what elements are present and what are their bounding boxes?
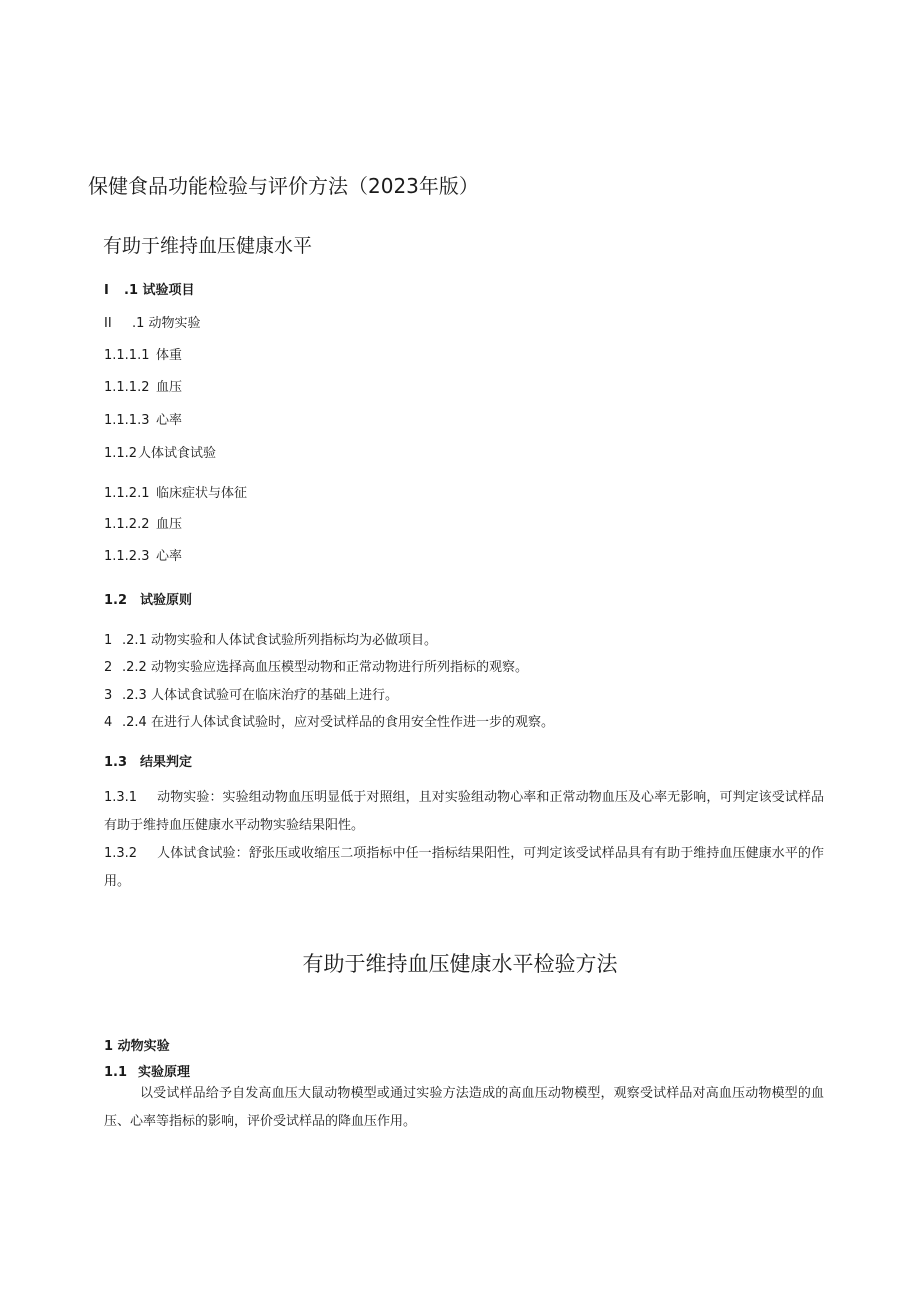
judgement-heading: 1.3 结果判定 [104,755,193,770]
list-item: 1 .2.1 动物实验和人体试食试验所列指标均为必做项目。 [104,633,437,648]
list-item: 1.1.1.3 心率 [104,413,183,428]
principles-heading: 1.2 试验原则 [104,593,193,608]
list-item: 1.1.2.3 心率 [104,549,183,564]
list-item: 4 .2.4 在进行人体试食试验时，应对受试样品的食用安全性作进一步的观察。 [104,715,554,730]
list-item: 1.1.1.1 体重 [104,348,183,363]
section-title: 有助于维持血压健康水平 [103,235,313,257]
principle-paragraph: 以受试样品给予自发高血压大鼠动物模型或通过实验方法造成的高血压动物模型，观察受试样品对高血压动物模型的血压、心率等指标的影响，评价受试样品的降血压作用。 [104,1086,824,1129]
list-item: 3 .2.3 人体试食试验可在临床治疗的基础上进行。 [104,688,398,703]
list-item: I .1 试验项目 [104,283,195,298]
judgement-paragraph: 1.3.1 动物实验：实验组动物血压明显低于对照组，且对实验组动物心率和正常动物血压及心率无影响，可判定该受试样品有助于维持血压健康水平动物实验结果阳性。 [104,790,824,833]
list-item: 1.1.2.1 临床症状与体征 [104,486,248,501]
list-item: II .1 动物实验 [104,316,201,331]
principle-heading: 1.1 实验原理 [104,1065,191,1080]
animal-heading: 1 动物实验 [104,1039,170,1054]
list-item: 2 .2.2 动物实验应选择高血压模型动物和正常动物进行所列指标的观察。 [104,660,528,675]
list-item: 1.1.2人体试食试验 [104,446,217,461]
list-item: 1.1.1.2 血压 [104,380,183,395]
list-item: 1.1.2.2 血压 [104,517,183,532]
method-title: 有助于维持血压健康水平检验方法 [302,952,618,976]
document-title: 保健食品功能检验与评价方法（2023年版） [88,174,479,198]
judgement-paragraph: 1.3.2 人体试食试验：舒张压或收缩压二项指标中任一指标结果阳性，可判定该受试样品具有有助于维持血压健康水平的作用。 [104,846,824,889]
